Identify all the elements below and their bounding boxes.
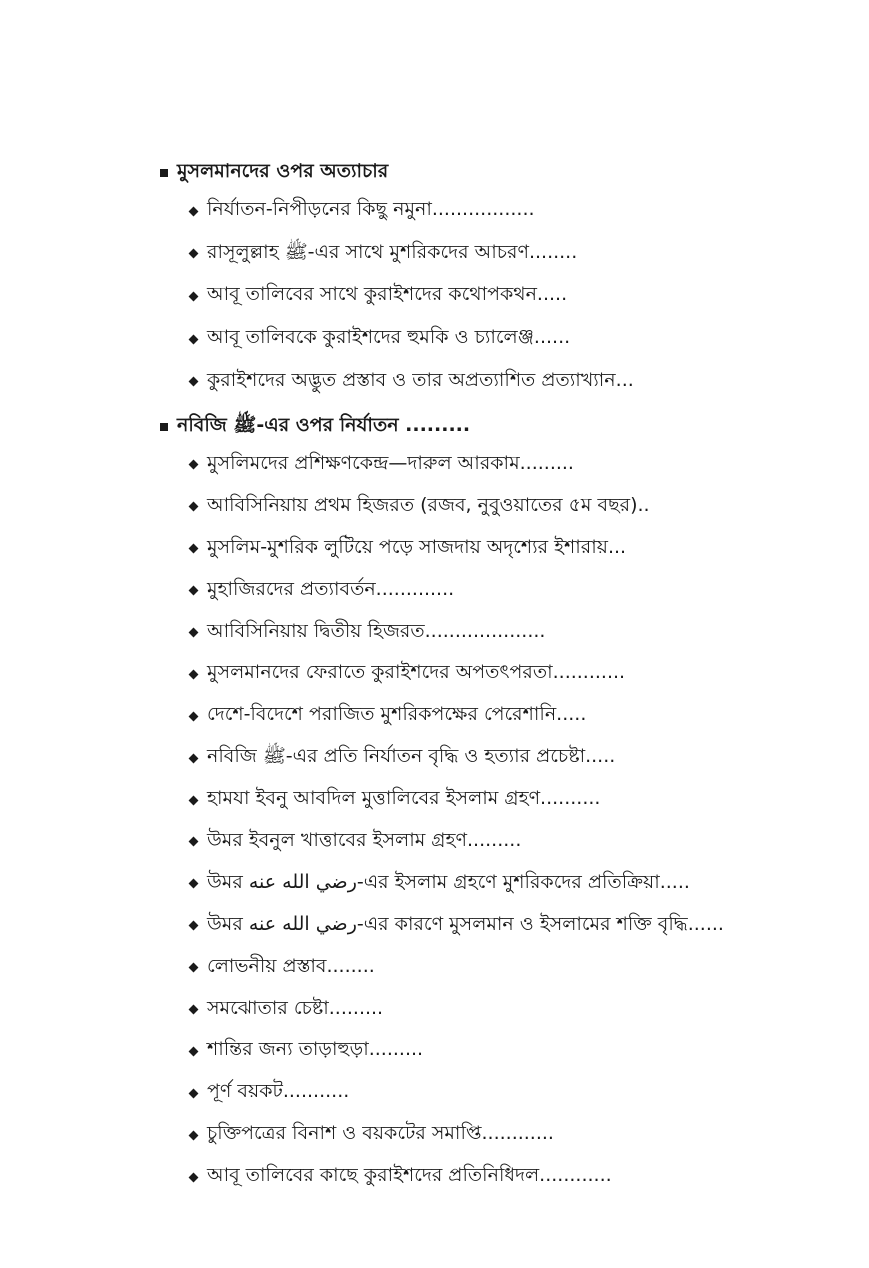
toc-item-text: মুসলিমদের প্রশিক্ষণকেন্দ্র—দারুল আরকাম......... bbox=[207, 451, 574, 474]
toc-item bbox=[190, 737, 840, 779]
diamond-bullet-icon bbox=[189, 1172, 199, 1182]
toc-item-text: নির্যাতন-নিপীড়নের কিছু নমুনা................. bbox=[207, 198, 535, 221]
toc-item-text: নবিজি ﷺ-এর প্রতি নির্যাতন বৃদ্ধি ও হত্যার প্রচেষ্টা..... bbox=[207, 745, 616, 768]
diamond-bullet-icon bbox=[189, 628, 199, 638]
toc-item-text: আবিসিনিয়ায় প্রথম হিজরত (রজব, নুবুওয়াতের ৫ম বছর).. bbox=[207, 493, 650, 516]
diamond-bullet-icon bbox=[189, 334, 199, 344]
toc-item-text: উমর رضي الله عنه-এর কারণে মুসলমান ও ইসলামের শক্তি বৃদ্ধি...... bbox=[207, 912, 724, 935]
toc-item-text: মুহাজিরদের প্রত্যাবর্তন............. bbox=[207, 577, 455, 600]
diamond-bullet-icon bbox=[189, 249, 199, 259]
diamond-bullet-icon bbox=[189, 711, 199, 721]
toc-item-text: সমঝোতার চেষ্টা......... bbox=[207, 996, 384, 1019]
diamond-bullet-icon bbox=[189, 879, 199, 889]
toc-item-text: শান্তির জন্য তাড়াহুড়া......... bbox=[207, 1038, 424, 1061]
toc-item bbox=[190, 486, 840, 528]
diamond-bullet-icon bbox=[189, 753, 199, 763]
diamond-bullet-icon bbox=[189, 460, 199, 470]
toc-item bbox=[190, 318, 840, 361]
toc-item bbox=[190, 695, 840, 737]
toc-section-persecution-of-muslims bbox=[160, 156, 840, 403]
toc-item-text: চুক্তিপত্রের বিনাশ ও বয়কটের সমাপ্তি............ bbox=[207, 1122, 554, 1145]
toc-item-text: রাসূলুল্লাহ ﷺ-এর সাথে মুশরিকদের আচরণ........ bbox=[207, 240, 578, 263]
section-heading-text: নবিজি ﷺ-এর ওপর নির্যাতন ......... bbox=[177, 414, 471, 436]
diamond-bullet-icon bbox=[189, 292, 199, 302]
toc-item bbox=[190, 612, 840, 654]
section-heading bbox=[160, 410, 840, 444]
diamond-bullet-icon bbox=[189, 206, 199, 216]
toc-item-text: আবূ তালিবের সাথে কুরাইশদের কথোপকথন..... bbox=[207, 283, 568, 306]
toc-item-text: হামযা ইবনু আবদিল মুত্তালিবের ইসলাম গ্রহণ.......... bbox=[207, 787, 601, 810]
toc-item bbox=[190, 1114, 840, 1156]
diamond-bullet-icon bbox=[189, 377, 199, 387]
section-heading bbox=[160, 156, 840, 190]
toc-item bbox=[190, 653, 840, 695]
diamond-bullet-icon bbox=[189, 795, 199, 805]
toc-item-text: আবিসিনিয়ায় দ্বিতীয় হিজরত.................... bbox=[207, 619, 546, 642]
diamond-bullet-icon bbox=[189, 1130, 199, 1140]
square-bullet-icon bbox=[160, 423, 168, 431]
toc-item bbox=[190, 528, 840, 570]
diamond-bullet-icon bbox=[189, 963, 199, 973]
toc-item bbox=[190, 233, 840, 276]
toc-item-text: পূর্ণ বয়কট........... bbox=[207, 1080, 350, 1103]
section-heading-text: মুসলমানদের ওপর অত্যাচার bbox=[177, 160, 389, 182]
toc-item bbox=[190, 989, 840, 1031]
toc-item-text: মুসলমানদের ফেরাতে কুরাইশদের অপতৎপরতা............ bbox=[207, 661, 626, 684]
toc-item-text: দেশে-বিদেশে পরাজিত মুশরিকপক্ষের পেরেশানি..... bbox=[207, 703, 587, 726]
toc-item-text: উমর ইবনুল খাত্তাবের ইসলাম গ্রহণ......... bbox=[207, 828, 522, 851]
toc-item bbox=[190, 1072, 840, 1114]
toc-item-text: মুসলিম-মুশরিক লুটিয়ে পড়ে সাজদায় অদৃশ্যের ইশারায়... bbox=[207, 535, 627, 558]
toc-item bbox=[190, 190, 840, 233]
toc-item bbox=[190, 863, 840, 905]
diamond-bullet-icon bbox=[189, 921, 199, 931]
toc-item-list bbox=[160, 190, 840, 403]
diamond-bullet-icon bbox=[189, 502, 199, 512]
diamond-bullet-icon bbox=[189, 837, 199, 847]
square-bullet-icon bbox=[160, 169, 168, 177]
diamond-bullet-icon bbox=[189, 1088, 199, 1098]
toc-item bbox=[190, 360, 840, 403]
diamond-bullet-icon bbox=[189, 1046, 199, 1056]
toc-item-text: লোভনীয় প্রস্তাব........ bbox=[207, 954, 375, 977]
toc-item-text: আবূ তালিবের কাছে কুরাইশদের প্রতিনিধিদল............ bbox=[207, 1164, 612, 1187]
toc-item bbox=[190, 570, 840, 612]
diamond-bullet-icon bbox=[189, 586, 199, 596]
toc-item bbox=[190, 779, 840, 821]
toc-item-list bbox=[160, 444, 840, 1198]
toc-item bbox=[190, 444, 840, 486]
diamond-bullet-icon bbox=[189, 1005, 199, 1015]
toc-section-persecution-of-prophet bbox=[160, 410, 840, 1198]
toc-item bbox=[190, 1030, 840, 1072]
toc-item bbox=[190, 1156, 840, 1198]
toc-item-text: আবূ তালিবকে কুরাইশদের হুমকি ও চ্যালেঞ্জ...... bbox=[207, 326, 571, 349]
diamond-bullet-icon bbox=[189, 669, 199, 679]
toc-item-text: কুরাইশদের অদ্ভুত প্রস্তাব ও তার অপ্রত্যাশিত প্রত্যাখ্যান... bbox=[207, 368, 634, 391]
toc-item bbox=[190, 821, 840, 863]
toc-item bbox=[190, 947, 840, 989]
diamond-bullet-icon bbox=[189, 544, 199, 554]
toc-item bbox=[190, 905, 840, 947]
toc-item-text: উমর رضي الله عنه-এর ইসলাম গ্রহণে মুশরিকদের প্রতিক্রিয়া..... bbox=[207, 870, 690, 893]
toc-item bbox=[190, 275, 840, 318]
